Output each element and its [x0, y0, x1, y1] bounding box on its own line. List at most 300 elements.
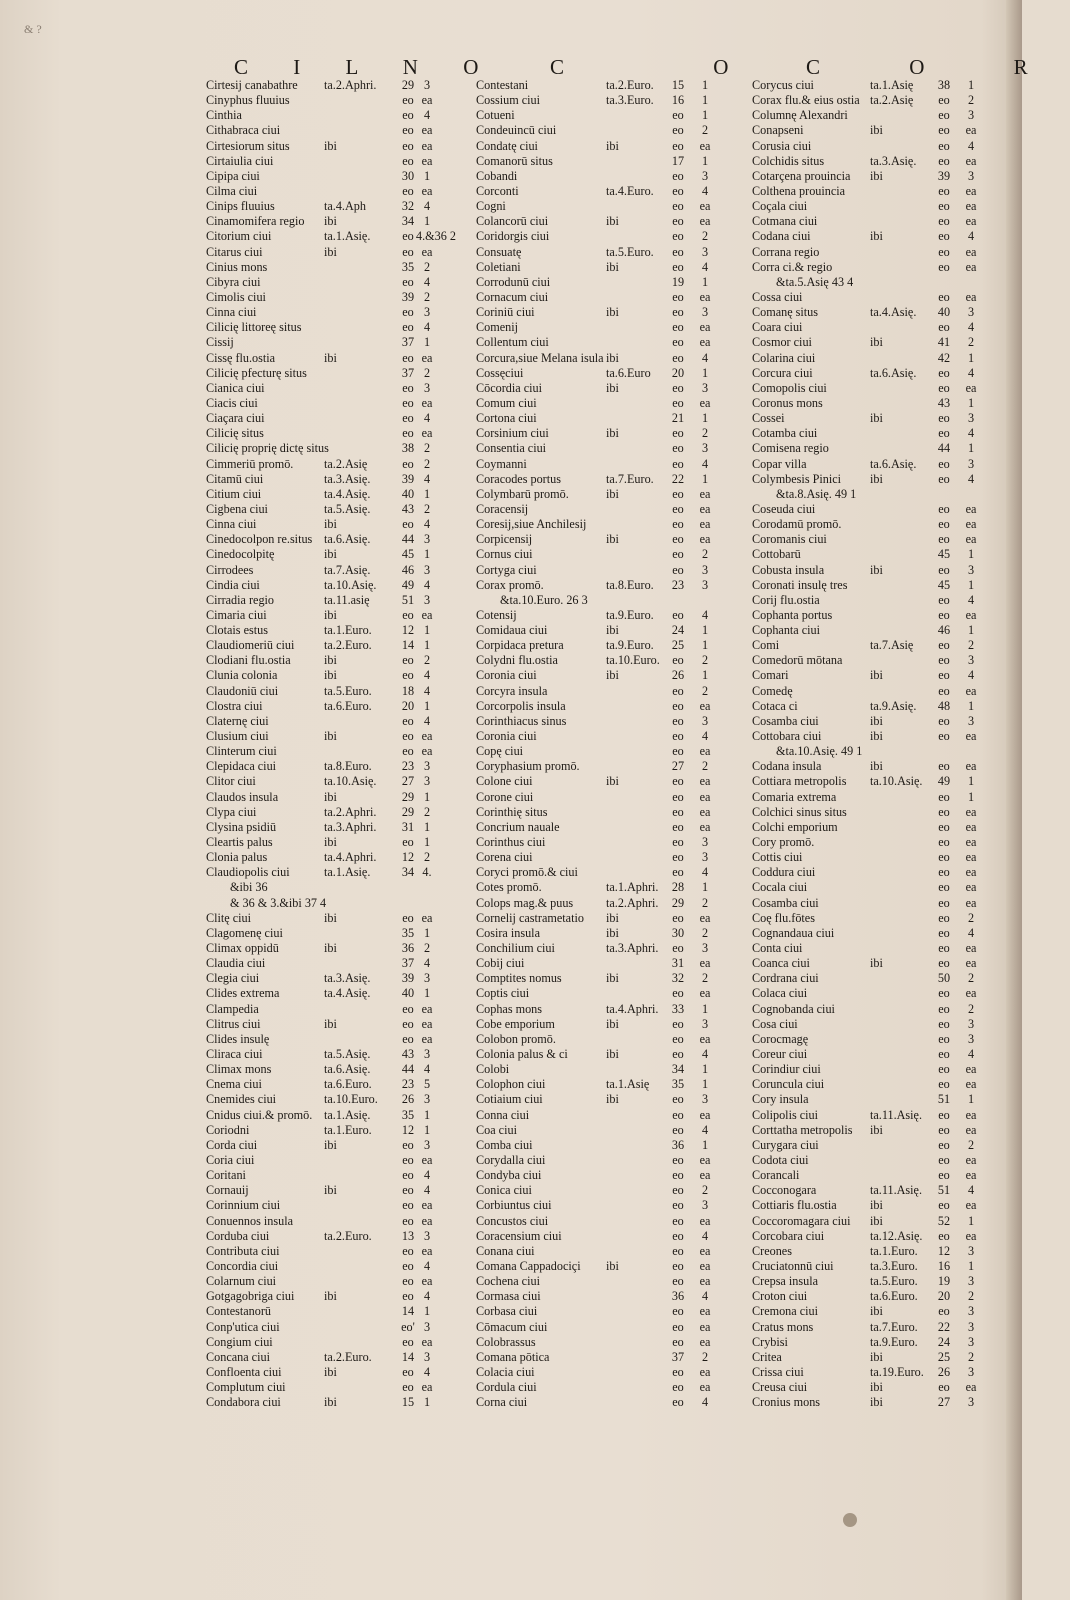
- entry-region: ta.4.Asię.: [324, 486, 371, 501]
- entry-region: ta.5.Euro.: [324, 683, 372, 698]
- entry-page: eo: [938, 880, 950, 895]
- entry-page: eo: [402, 1152, 414, 1167]
- entry-position: 1: [423, 623, 431, 638]
- entry-page: eo: [402, 1289, 414, 1304]
- entry-position: 1: [423, 698, 431, 713]
- entry-name: Cilicię situs: [206, 426, 264, 441]
- entry-position: 1: [423, 214, 431, 229]
- index-entry: [476, 169, 726, 184]
- index-entry: [206, 1274, 446, 1289]
- entry-page: eo: [938, 365, 950, 380]
- entry-page: eo: [938, 1016, 950, 1031]
- entry-name: Colydni flu.ostia: [476, 653, 558, 668]
- entry-region: ta.5.Euro.: [870, 1274, 918, 1289]
- entry-position: ea: [965, 1380, 977, 1395]
- column-header: C I L N O: [234, 55, 499, 79]
- entry-name: Cocconogara: [752, 1183, 817, 1198]
- entry-page: 49: [937, 774, 951, 789]
- entry-name: Corocmagę: [752, 1031, 809, 1046]
- entry-position: 3: [967, 1274, 975, 1289]
- entry-page: eo: [938, 683, 950, 698]
- entry-name: Cornacum ciui: [476, 289, 549, 304]
- entry-name: Colacia ciui: [476, 1364, 535, 1379]
- index-entry: [206, 578, 446, 593]
- index-entry: [476, 1123, 726, 1138]
- entry-position: ea: [421, 138, 433, 153]
- entry-position: 2: [701, 1183, 709, 1198]
- entry-name: Coçala ciui: [752, 199, 808, 214]
- entry-name: Corcobara ciui: [752, 1228, 825, 1243]
- index-entry: [206, 472, 446, 487]
- entry-name: Copar villa: [752, 456, 807, 471]
- entry-page: 24: [671, 623, 685, 638]
- entry-position: 1: [701, 880, 709, 895]
- index-entry: [752, 154, 1000, 169]
- entry-position: 3: [967, 411, 975, 426]
- entry-position: 2: [423, 259, 431, 274]
- entry-name: Cremona ciui: [752, 1304, 818, 1319]
- index-entry: [752, 1380, 1000, 1395]
- entry-region: ibi: [324, 1395, 337, 1410]
- entry-page: eo: [402, 517, 414, 532]
- index-entry: [476, 1198, 726, 1213]
- entry-position: 3: [967, 1395, 975, 1410]
- entry-page: eo: [672, 819, 684, 834]
- entry-position: 1: [967, 547, 975, 562]
- entry-page: eo: [938, 426, 950, 441]
- entry-name: Citorium ciui: [206, 229, 272, 244]
- entry-name: Consuatę: [476, 244, 522, 259]
- entry-page: eo: [402, 350, 414, 365]
- entry-region: ibi: [324, 729, 337, 744]
- index-entry: [206, 1183, 446, 1198]
- entry-region: ibi: [606, 380, 619, 395]
- entry-position: ea: [699, 986, 711, 1001]
- entry-position: 3: [701, 305, 709, 320]
- entry-page: eo: [938, 138, 950, 153]
- entry-name: Comopolis ciui: [752, 380, 827, 395]
- entry-position: 2: [423, 850, 431, 865]
- entry-region: ibi: [606, 774, 619, 789]
- entry-position: ea: [699, 486, 711, 501]
- entry-position: 4.: [422, 865, 432, 880]
- index-entry: [206, 1017, 446, 1032]
- entry-position: 3: [967, 713, 975, 728]
- entry-position: ea: [965, 1107, 977, 1122]
- index-entry: [752, 184, 1000, 199]
- index-entry: [206, 896, 446, 911]
- entry-position: 4: [423, 1183, 431, 1198]
- index-entry: [206, 668, 446, 683]
- entry-name: Cliraca ciui: [206, 1047, 263, 1061]
- entry-region: ibi: [606, 910, 619, 925]
- entry-position: 1: [423, 486, 431, 501]
- entry-position: 1: [701, 365, 709, 380]
- entry-position: 3: [701, 1198, 709, 1213]
- entry-name: Cosamba ciui: [752, 895, 819, 910]
- entry-name: Cinna ciui: [206, 305, 257, 320]
- entry-page: 51: [937, 1092, 951, 1107]
- entry-page: eo: [672, 1213, 684, 1228]
- entry-page: 35: [401, 925, 415, 940]
- entry-name: Colobon promō.: [476, 1031, 556, 1046]
- index-entry: [476, 1229, 726, 1244]
- entry-name: Corax promō.: [476, 577, 544, 592]
- entry-page: 36: [401, 941, 415, 956]
- entry-region: ibi: [606, 1092, 619, 1107]
- entry-name: Coriniū ciui: [476, 305, 535, 320]
- index-entry: [752, 1138, 1000, 1153]
- entry-name: Cirradia regio: [206, 592, 275, 607]
- entry-position: 3: [701, 441, 709, 456]
- entry-name: Crepsa insula: [752, 1274, 819, 1289]
- entry-position: 3: [423, 1092, 431, 1107]
- entry-name: Corpidaca pretura: [476, 638, 564, 653]
- index-entry: [206, 608, 446, 623]
- entry-region: ibi: [870, 729, 883, 744]
- entry-name: Coanca ciui: [752, 956, 810, 971]
- entry-position: 4: [423, 1168, 431, 1183]
- entry-region: ta.1.Asię.: [324, 865, 371, 880]
- entry-position: ea: [699, 789, 711, 804]
- entry-name: Clunia colonia: [206, 668, 278, 683]
- index-entry: [206, 623, 446, 638]
- entry-position: 4: [967, 471, 975, 486]
- index-entry: [752, 593, 1000, 608]
- entry-page: eo: [938, 865, 950, 880]
- index-entry: [476, 653, 726, 668]
- entry-page: eo: [672, 1168, 684, 1183]
- entry-name: Corcura,siue Melana isula: [476, 350, 604, 365]
- entry-name: Colipolis ciui: [752, 1107, 819, 1122]
- entry-name: Comidaua ciui: [476, 623, 548, 638]
- entry-page: 39: [401, 471, 415, 486]
- entry-page: eo: [672, 986, 684, 1001]
- entry-position: 3: [423, 562, 431, 577]
- entry-page: 19: [671, 274, 685, 289]
- entry-position: 2: [967, 335, 975, 350]
- entry-page: eo: [938, 183, 950, 198]
- entry-page: eo: [672, 850, 684, 865]
- entry-page: eo: [672, 229, 684, 244]
- index-entry: [752, 123, 1000, 138]
- entry-name: Cimolis ciui: [206, 289, 266, 304]
- entry-name: Cotiaium ciui: [476, 1092, 543, 1107]
- index-entry: [476, 971, 726, 986]
- index-entry: [476, 1168, 726, 1183]
- index-entry: [476, 911, 726, 926]
- entry-position: 3: [423, 380, 431, 395]
- entry-page: 44: [401, 1062, 415, 1077]
- index-entry: [752, 351, 1000, 366]
- entry-name: Comum ciui: [476, 395, 537, 410]
- entry-region: ibi: [324, 835, 337, 850]
- entry-region: ibi: [870, 335, 883, 350]
- entry-page: 17: [671, 153, 685, 168]
- entry-position: 1: [423, 1122, 431, 1137]
- index-entry: [752, 1183, 1000, 1198]
- entry-name: Condatę ciui: [476, 138, 538, 153]
- index-entry: [476, 986, 726, 1001]
- index-entry: [476, 1017, 726, 1032]
- entry-position: ea: [965, 1062, 977, 1077]
- entry-position: 1: [423, 925, 431, 940]
- entry-page: 29: [401, 78, 415, 92]
- entry-position: ea: [699, 956, 711, 971]
- entry-page: eo: [672, 214, 684, 229]
- entry-page: eo: [938, 289, 950, 304]
- entry-position: 3: [967, 108, 975, 123]
- entry-name: Clitor ciui: [206, 774, 256, 789]
- entry-page: 42: [937, 350, 951, 365]
- entry-region: ibi: [870, 956, 883, 971]
- entry-region: ta.3.Aphri.: [606, 941, 659, 956]
- entry-region: ta.3.Asię.: [870, 153, 917, 168]
- entry-position: ea: [965, 986, 977, 1001]
- index-entry: [476, 638, 726, 653]
- index-rows: [476, 78, 726, 1410]
- entry-position: 3: [701, 1016, 709, 1031]
- entry-name: Claudiopolis ciui: [206, 865, 290, 880]
- entry-page: eo: [402, 108, 414, 123]
- entry-region: ibi: [324, 214, 337, 229]
- entry-name: Cratus mons: [752, 1319, 814, 1334]
- entry-position: 2: [423, 941, 431, 956]
- entry-region: ta.5.Asię.: [324, 501, 371, 516]
- entry-position: ea: [965, 880, 977, 895]
- entry-position: ea: [699, 698, 711, 713]
- entry-region: ibi: [870, 1395, 883, 1410]
- index-entry: [752, 199, 1000, 214]
- entry-region: ibi: [870, 168, 883, 183]
- entry-page: 35: [671, 1077, 685, 1092]
- index-entry: [752, 896, 1000, 911]
- entry-page: eo: [402, 1183, 414, 1198]
- entry-region: ta.6.Asię.: [324, 1062, 371, 1077]
- entry-page: eo: [672, 441, 684, 456]
- entry-name: Condyba ciui: [476, 1168, 542, 1183]
- index-entry: [752, 1168, 1000, 1183]
- index-entry: [752, 1047, 1000, 1062]
- index-entry: [476, 1350, 726, 1365]
- entry-page: 26: [671, 668, 685, 683]
- entry-region: ta.4.Aph: [324, 199, 366, 214]
- entry-page: 45: [401, 547, 415, 562]
- index-entry: [752, 381, 1000, 396]
- index-entry: [206, 926, 446, 941]
- entry-page: 37: [401, 335, 415, 350]
- entry-page: eo: [938, 1062, 950, 1077]
- entry-position: 4: [701, 1047, 709, 1061]
- entry-name: Cocala ciui: [752, 880, 808, 895]
- entry-name: Coronia ciui: [476, 729, 537, 744]
- entry-name: Clodiani flu.ostia: [206, 653, 291, 668]
- entry-name: Cotarçena prouincia: [752, 168, 851, 183]
- entry-position: 1: [701, 638, 709, 653]
- entry-position: ea: [965, 244, 977, 259]
- entry-page: eo: [672, 1198, 684, 1213]
- entry-page: eo: [402, 1001, 414, 1016]
- entry-position: 3: [967, 1016, 975, 1031]
- entry-page: eo: [672, 698, 684, 713]
- entry-name: Clysina psidiū: [206, 819, 277, 834]
- index-entry: [206, 1198, 446, 1213]
- entry-page: 14: [401, 638, 415, 653]
- entry-region: ta.9.Asię.: [870, 698, 917, 713]
- entry-region: ibi: [606, 138, 619, 153]
- entry-page: eo: [938, 653, 950, 668]
- entry-position: 4: [967, 426, 975, 441]
- index-entry: [752, 1395, 1000, 1410]
- entry-name: Cophanta ciui: [752, 623, 821, 638]
- entry-page: eo: [938, 1001, 950, 1016]
- entry-position: 3: [967, 1319, 975, 1334]
- index-entry: [476, 381, 726, 396]
- index-entry: [206, 275, 446, 290]
- index-entry: [476, 108, 726, 123]
- entry-page: 27: [937, 1395, 951, 1410]
- entry-page: eo: [672, 774, 684, 789]
- entry-name: Cophas mons: [476, 1001, 543, 1016]
- entry-name: Cornelij castrametatio: [476, 910, 584, 925]
- entry-name: Cimmeriū promō.: [206, 456, 294, 471]
- entry-page: eo: [402, 229, 414, 244]
- entry-name: Codana insula: [752, 759, 822, 774]
- entry-name: Cossium ciui: [476, 93, 540, 108]
- index-entry: [206, 108, 446, 123]
- entry-page: 44: [937, 441, 951, 456]
- index-entry: [752, 260, 1000, 275]
- entry-page: eo: [672, 547, 684, 562]
- index-entry: [476, 926, 726, 941]
- entry-page: eo: [938, 320, 950, 335]
- index-entry: [206, 593, 446, 608]
- entry-name: Corna ciui: [476, 1395, 528, 1410]
- entry-name: Colophon ciui: [476, 1077, 546, 1092]
- entry-name: Coracensium ciui: [476, 1228, 562, 1243]
- entry-name: Cithabraca ciui: [206, 123, 281, 138]
- entry-page: 52: [937, 1213, 951, 1228]
- entry-page: eo: [402, 653, 414, 668]
- entry-region: ta.6.Euro.: [324, 698, 372, 713]
- index-entry: [476, 396, 726, 411]
- entry-page: eo: [938, 229, 950, 244]
- entry-page: eo: [672, 653, 684, 668]
- entry-name: Coymanni: [476, 456, 527, 471]
- entry-name: Colchi emporium: [752, 819, 838, 834]
- entry-position: 2: [423, 653, 431, 668]
- index-entry: [206, 911, 446, 926]
- entry-name: Corinthus ciui: [476, 835, 546, 850]
- entry-name: Cory promō.: [752, 835, 815, 850]
- entry-position: ea: [965, 850, 977, 865]
- index-entry: [752, 578, 1000, 593]
- index-entry: [476, 290, 726, 305]
- entry-region: ta.7.Euro.: [606, 471, 654, 486]
- entry-page: 13: [401, 1228, 415, 1243]
- index-entry: [476, 956, 726, 971]
- entry-page: 20: [671, 365, 685, 380]
- entry-name: Corycus ciui: [752, 78, 814, 92]
- entry-page: 29: [671, 895, 685, 910]
- entry-position: 2: [423, 365, 431, 380]
- entry-page: eo: [938, 850, 950, 865]
- index-entry: [476, 1108, 726, 1123]
- column-header: C O: [550, 55, 801, 79]
- index-entry: [476, 850, 726, 865]
- entry-page: eo: [672, 1304, 684, 1319]
- entry-page: eo: [938, 925, 950, 940]
- entry-name: Corcyra insula: [476, 683, 548, 698]
- entry-region: ta.1.Euro.: [324, 1122, 372, 1137]
- entry-page: 50: [937, 971, 951, 986]
- entry-region: ta.4.Aphri.: [606, 1001, 659, 1016]
- entry-name: Cotueni: [476, 108, 515, 123]
- entry-page: eo: [672, 108, 684, 123]
- entry-position: 4: [967, 668, 975, 683]
- index-entry: [206, 1077, 446, 1092]
- entry-position: ea: [421, 426, 433, 441]
- index-entry: [206, 971, 446, 986]
- entry-name: Clostra ciui: [206, 698, 263, 713]
- entry-name: Claudos insula: [206, 789, 279, 804]
- entry-region: ta.1.Euro.: [324, 623, 372, 638]
- entry-name: Cigbena ciui: [206, 501, 268, 516]
- entry-name: Colthena prouincia: [752, 183, 846, 198]
- entry-page: 24: [937, 1334, 951, 1349]
- index-entry: [206, 1259, 446, 1274]
- entry-page: eo: [402, 456, 414, 471]
- entry-name: Cirtesij canabathre: [206, 78, 298, 92]
- entry-page: eo: [402, 744, 414, 759]
- entry-page: eo': [401, 1319, 415, 1334]
- index-entry: [206, 396, 446, 411]
- entry-name: Clegia ciui: [206, 971, 260, 986]
- entry-name: &ibi 36: [230, 880, 268, 895]
- entry-region: ta.11.asię: [324, 592, 370, 607]
- entry-name: Colonia palus & ci: [476, 1047, 568, 1061]
- entry-region: ta.9.Euro.: [606, 638, 654, 653]
- entry-region: ta.6.Euro.: [870, 1289, 918, 1304]
- index-entry: [206, 684, 446, 699]
- entry-page: eo: [402, 138, 414, 153]
- entry-region: ibi: [324, 1137, 337, 1152]
- entry-page: eo: [402, 1016, 414, 1031]
- entry-name: Conna ciui: [476, 1107, 530, 1122]
- entry-name: Clinterum ciui: [206, 744, 277, 759]
- index-entry: [476, 1183, 726, 1198]
- entry-region: ta.6.Asię.: [870, 456, 917, 471]
- entry-position: ea: [965, 532, 977, 547]
- entry-page: eo: [938, 380, 950, 395]
- entry-position: 3: [423, 305, 431, 320]
- index-entry: [476, 366, 726, 381]
- entry-name: Corinthię situs: [476, 804, 548, 819]
- index-entry: [206, 1380, 446, 1395]
- entry-page: eo: [672, 168, 684, 183]
- entry-name: Contestanorū: [206, 1304, 271, 1319]
- entry-page: eo: [672, 910, 684, 925]
- entry-name: Colarnum ciui: [206, 1274, 277, 1289]
- entry-position: 3: [701, 562, 709, 577]
- index-entry: [206, 290, 446, 305]
- index-entry: [206, 820, 446, 835]
- entry-position: ea: [699, 1031, 711, 1046]
- entry-name: Corij flu.ostia: [752, 592, 820, 607]
- entry-region: ta.1.Aphri.: [606, 880, 659, 895]
- entry-name: Cossa ciui: [752, 289, 803, 304]
- index-entry: [476, 532, 726, 547]
